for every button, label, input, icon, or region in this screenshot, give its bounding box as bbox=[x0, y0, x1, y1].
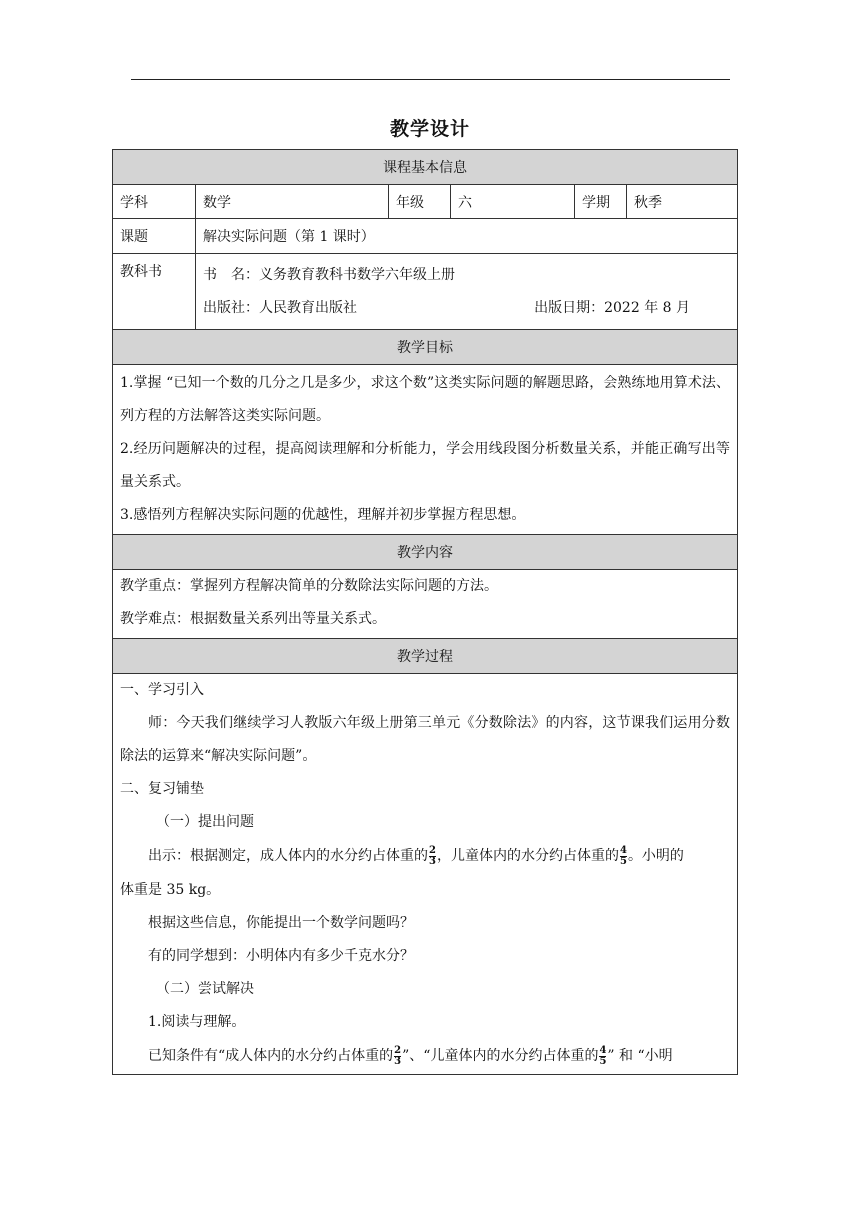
lesson-plan-table bbox=[112, 149, 738, 1075]
known-text: ” 和 “小明 bbox=[607, 1048, 673, 1064]
problem-statement bbox=[120, 839, 730, 874]
fraction: $\frac{2}{3}$ bbox=[394, 1044, 402, 1067]
content-body bbox=[113, 570, 738, 639]
process-header: 教学过程 bbox=[113, 639, 738, 674]
objective-item: 3.感悟列方程解决实际问题的优越性，理解并初步掌握方程思想。 bbox=[120, 507, 526, 523]
header-rule bbox=[131, 79, 730, 80]
textbook-row bbox=[113, 254, 738, 330]
process-body bbox=[113, 674, 738, 1075]
subsection-title: （二）尝试解决 bbox=[156, 981, 254, 997]
book-name: 书 名：义务教育教科书数学六年级上册 bbox=[203, 266, 455, 283]
objectives-body bbox=[113, 365, 738, 535]
key-point: 教学重点：掌握列方程解决简单的分数除法实际问题的方法。 bbox=[120, 578, 498, 594]
process-row bbox=[113, 674, 738, 1075]
textbook-info bbox=[196, 254, 738, 330]
process-header-row bbox=[113, 639, 738, 674]
publish-date: 出版日期：2022 年 8 月 bbox=[534, 299, 690, 316]
subsection-title: （一）提出问题 bbox=[156, 814, 254, 830]
subject-label: 学科 bbox=[113, 185, 196, 219]
objectives-row bbox=[113, 365, 738, 535]
basic-info-header: 课程基本信息 bbox=[113, 150, 738, 185]
known-text: ”、“儿童体内的水分约占体重的 bbox=[402, 1048, 599, 1064]
grade-value: 六 bbox=[451, 185, 575, 219]
section-title: 一、学习引入 bbox=[120, 682, 204, 698]
publisher: 出版社：人民教育出版社 bbox=[203, 299, 357, 316]
problem-text: ，儿童体内的水分约占体重的 bbox=[436, 848, 619, 864]
topic-label: 课题 bbox=[113, 219, 196, 254]
problem-text: 。小明的 bbox=[627, 848, 684, 864]
subject-value: 数学 bbox=[196, 185, 389, 219]
content-header: 教学内容 bbox=[113, 535, 738, 570]
basic-info-header-row bbox=[113, 150, 738, 185]
topic-row bbox=[113, 219, 738, 254]
term-value: 秋季 bbox=[627, 185, 738, 219]
content-row bbox=[113, 570, 738, 639]
objectives-header: 教学目标 bbox=[113, 330, 738, 365]
problem-weight: 体重是 35 kg。 bbox=[120, 882, 221, 898]
objective-item: 2.经历问题解决的过程，提高阅读理解和分析能力，学会用线段图分析数量关系，并能正确写出等量关系式。 bbox=[120, 441, 730, 490]
grade-label: 年级 bbox=[389, 185, 451, 219]
textbook-label: 教科书 bbox=[113, 254, 196, 330]
section-title: 二、复习铺垫 bbox=[120, 781, 204, 797]
topic-value: 解决实际问题（第 1 课时） bbox=[196, 219, 738, 254]
term-label: 学期 bbox=[575, 185, 627, 219]
fraction: $\frac{4}{5}$ bbox=[619, 844, 627, 867]
objective-item: 1.掌握 “已知一个数的几分之几是多少，求这个数”这类实际问题的解题思路，会熟练地用算术法、列方程的方法解答这类实际问题。 bbox=[120, 375, 730, 424]
document-title: 教学设计 bbox=[389, 118, 470, 140]
known-conditions bbox=[120, 1039, 730, 1074]
publisher-line bbox=[203, 292, 730, 325]
subject-row bbox=[113, 185, 738, 219]
problem-text: 出示：根据测定，成人体内的水分约占体重的 bbox=[148, 848, 428, 864]
fraction: $\frac{2}{3}$ bbox=[429, 844, 436, 867]
question-prompt: 根据这些信息，你能提出一个数学问题吗？ bbox=[148, 915, 414, 931]
fraction: $\frac{4}{5}$ bbox=[599, 1044, 607, 1067]
reading-step: 1.阅读与理解。 bbox=[148, 1014, 246, 1030]
known-text: 已知条件有“成人体内的水分约占体重的 bbox=[148, 1048, 394, 1064]
intro-paragraph: 师：今天我们继续学习人教版六年级上册第三单元《分数除法》的内容，这节课我们运用分数除法的运算来“解决实际问题”。 bbox=[120, 715, 730, 764]
objectives-header-row bbox=[113, 330, 738, 365]
difficulty: 教学难点：根据数量关系列出等量关系式。 bbox=[120, 611, 386, 627]
student-answer: 有的同学想到：小明体内有多少千克水分？ bbox=[148, 948, 414, 964]
content-header-row bbox=[113, 535, 738, 570]
